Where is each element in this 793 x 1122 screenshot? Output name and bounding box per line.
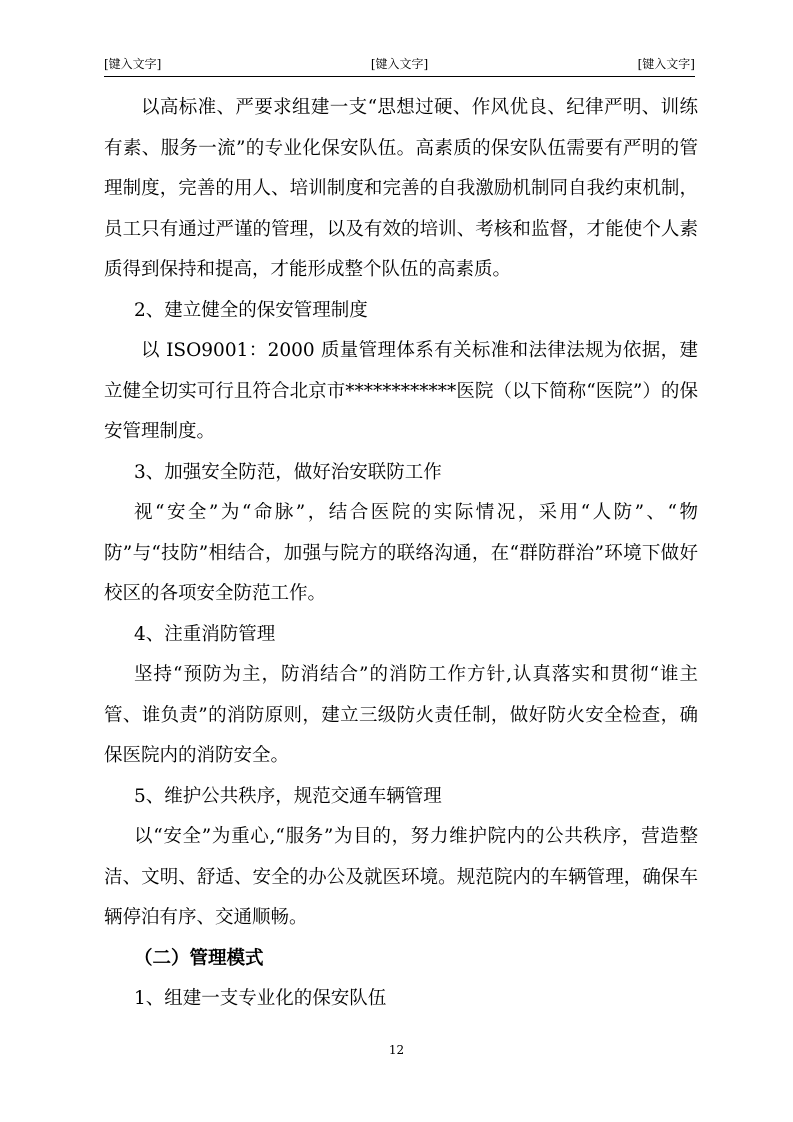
paragraph-security-team: 以高标准、严要求组建一支“思想过硬、作风优良、纪律严明、训练有素、服务一流”的专业化保安队伍。高素质的保安队伍需要有严明的管理制度，完善的用人、培训制度和完善的自我激励机制同自我约束机制，员工只有通过严谨的管理，以及有效的培训、考核和监督，才能使个人素质得到保持和提高，才能形成整个队伍的高素质。 (104, 97, 698, 280)
header-center-text: [键入文字] (370, 57, 429, 71)
section-title-management-system: 2、建立健全的保安管理制度 (134, 299, 368, 321)
heading-management-mode: （二）管理模式 (134, 947, 264, 969)
paragraph-public-order: 以“安全”为重心,“服务”为目的，努力维护院内的公共秩序，营造整洁、文明、舒适、安全的办公及就医环境。规范院内的车辆管理，确保车辆停泊有序、交通顺畅。 (104, 826, 698, 928)
section-title-public-order: 5、维护公共秩序，规范交通车辆管理 (134, 785, 442, 807)
document-body (104, 88, 698, 1020)
header-left-text: [键入文字] (104, 57, 162, 71)
paragraph-management-system: 以 ISO9001：2000 质量管理体系有关标准和法律法规为依据，建立健全切实可行且符合北京市************医院（以下简称“医院”）的保安管理制度。 (104, 340, 698, 442)
section-title-fire-management: 4、注重消防管理 (134, 623, 276, 645)
header-right-text: [键入文字] (637, 57, 695, 71)
section-title-safety-prevention: 3、加强安全防范，做好治安联防工作 (134, 461, 442, 483)
section-title-professional-team: 1、组建一支专业化的保安队伍 (134, 988, 387, 1009)
paragraph-fire-management: 坚持“预防为主，防消结合”的消防工作方针,认真落实和贯彻“谁主管、谁负责”的消防原则，建立三级防火责任制，做好防火安全检查，确保医院内的消防安全。 (104, 664, 698, 766)
page-number: 12 (388, 1043, 405, 1057)
paragraph-safety-prevention: 视“安全”为“命脉”，结合医院的实际情况，采用“人防”、“物防”与“技防”相结合，加强与院方的联络沟通，在“群防群治”环境下做好校区的各项安全防范工作。 (104, 502, 698, 604)
page-header (104, 56, 695, 77)
